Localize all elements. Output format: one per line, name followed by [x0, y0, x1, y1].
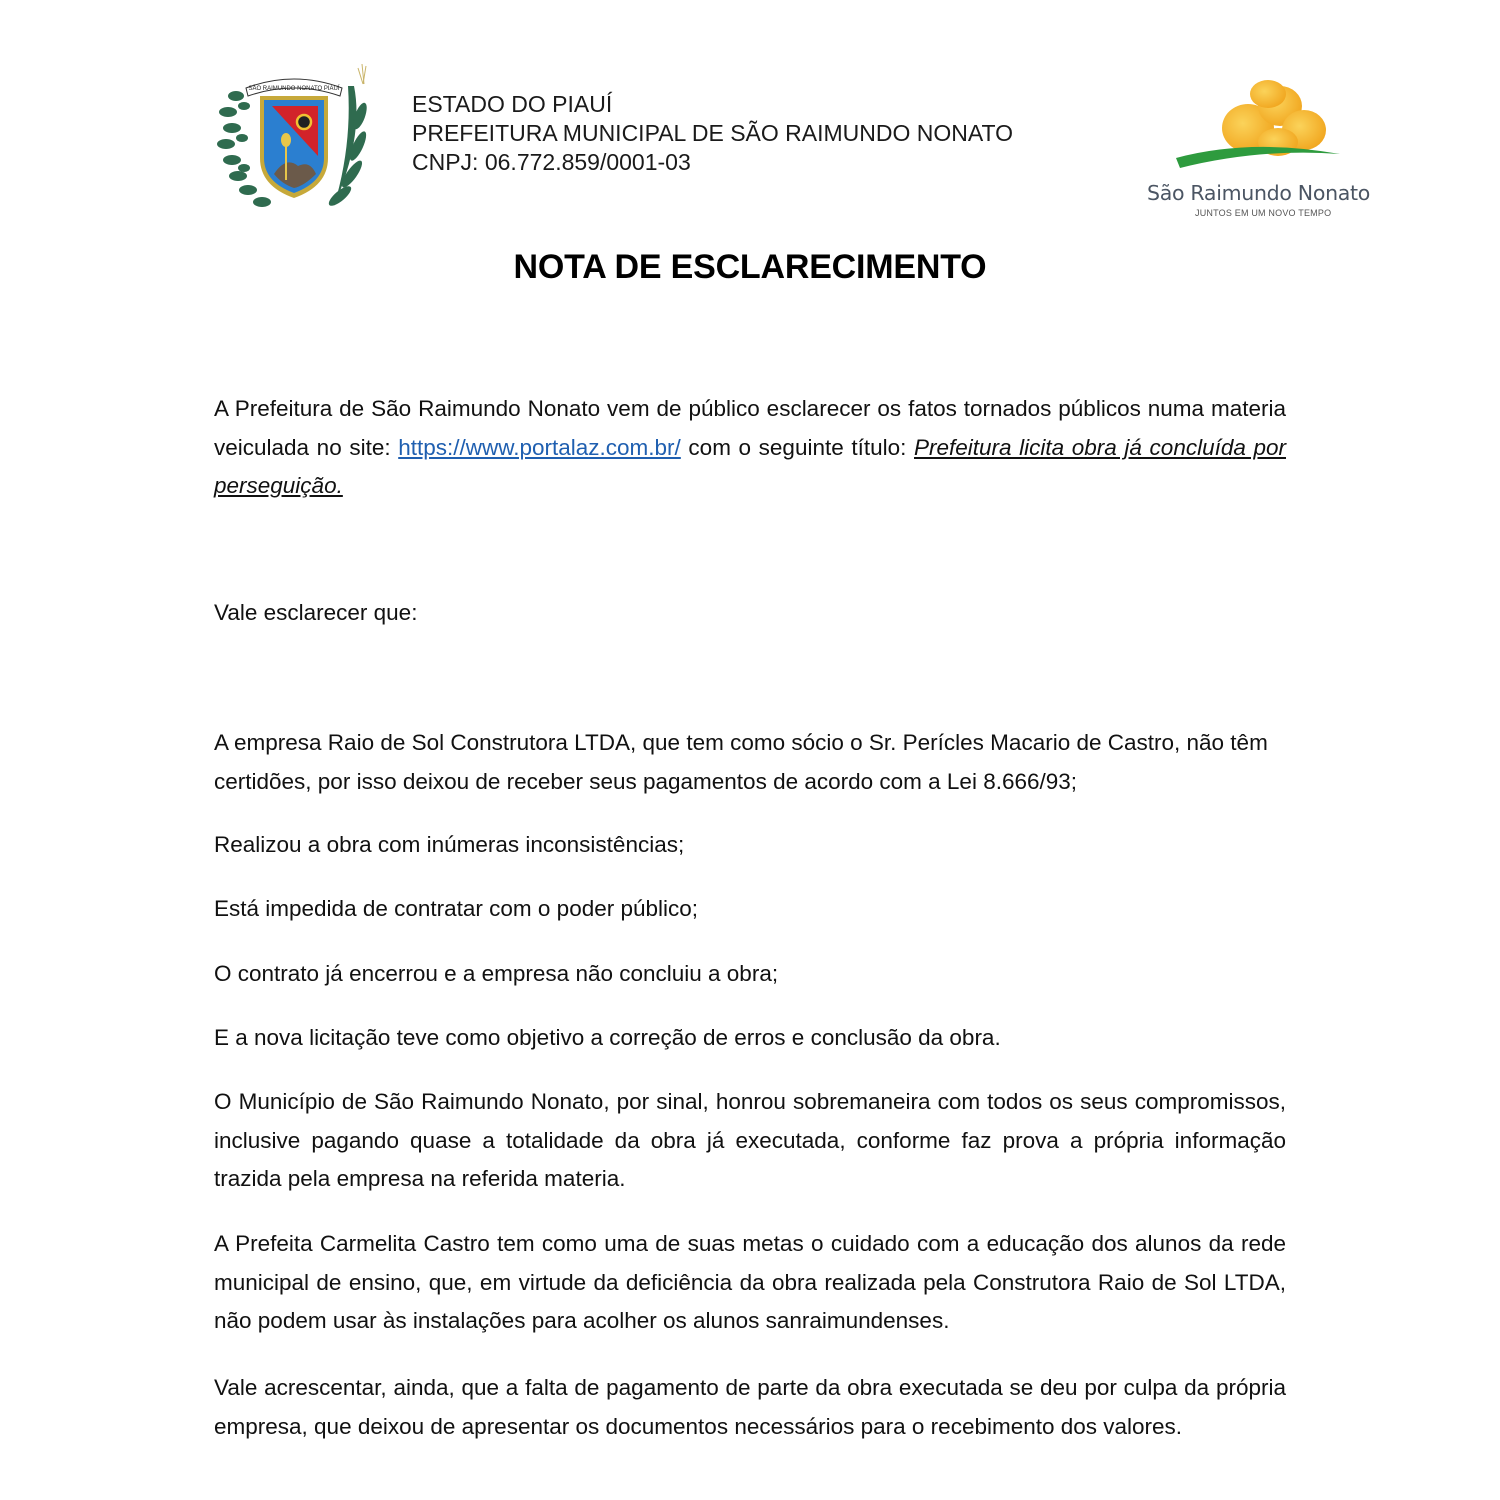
- brand-name: São Raimundo Nonato: [1147, 181, 1371, 205]
- article-title: Prefeitura licita obra já concluída por perseguição.: [214, 434, 1286, 498]
- lead-in: Vale esclarecer que:: [214, 600, 418, 625]
- state-name: ESTADO DO PIAUÍ: [412, 91, 613, 117]
- paragraph-prefeita: A Prefeita Carmelita Castro tem como uma de suas metas o cuidado com a educação dos alunos da rede municipal de ensino, que, em virtude da deficiência da obra realizada pela Construtora Raio de Sol LTDA, não podem usar às instalações para acolher os alunos sanraimundenses.: [214, 1231, 1286, 1333]
- paragraph-pagamento: Vale acrescentar, ainda, que a falta de pagamento de parte da obra executada se deu por culpa da própria empresa, que deixou de apresentar os documentos necessários para o recebimento dos valores.: [214, 1375, 1286, 1439]
- intro-text-2: com o seguinte título:: [680, 434, 914, 460]
- paragraph-municipio: O Município de São Raimundo Nonato, por sinal, honrou sobremaneira com todos os seus compromissos, inclusive pagando quase a totalidade da obra já executada, conforme faz prova a própria informação trazida pela empresa na referida materia.: [214, 1089, 1286, 1191]
- cnpj: CNPJ: 06.772.859/0001-03: [412, 149, 691, 175]
- header-block: [412, 90, 1013, 177]
- municipal-coat-of-arms-icon: [214, 56, 374, 216]
- point-2: Realizou a obra com inúmeras inconsistências;: [214, 832, 685, 857]
- municipality-name: PREFEITURA MUNICIPAL DE SÃO RAIMUNDO NONATO: [412, 120, 1014, 146]
- svg-text:SÃO RAIMUNDO NONATO PIAUÍ: SÃO RAIMUNDO NONATO PIAUÍ: [248, 86, 340, 92]
- page-title: NOTA DE ESCLARECIMENTO: [513, 248, 987, 286]
- point-1: A empresa Raio de Sol Construtora LTDA, que tem como sócio o Sr. Perícles Macario de Castro, não têm certidões, por isso deixou de receber seus pagamentos de acordo com a Lei 8.666/93;: [214, 730, 1268, 794]
- portal-link[interactable]: https://www.portalaz.com.br/: [398, 434, 681, 460]
- intro-paragraph: [214, 390, 1286, 506]
- point-3: Está impedida de contratar com o poder público;: [214, 896, 699, 921]
- city-brand-logo: [1140, 78, 1380, 228]
- point-4: O contrato já encerrou e a empresa não concluiu a obra;: [214, 961, 779, 986]
- point-5: E a nova licitação teve como objetivo a correção de erros e conclusão da obra.: [214, 1025, 1001, 1050]
- brand-slogan: JUNTOS EM UM NOVO TEMPO: [1195, 208, 1332, 218]
- intro-text: A Prefeitura de São Raimundo Nonato vem de público esclarecer os fatos tornados públicos numa materia veiculada no site:: [214, 396, 1286, 460]
- yellow-flower-logo-icon: [1140, 78, 1380, 188]
